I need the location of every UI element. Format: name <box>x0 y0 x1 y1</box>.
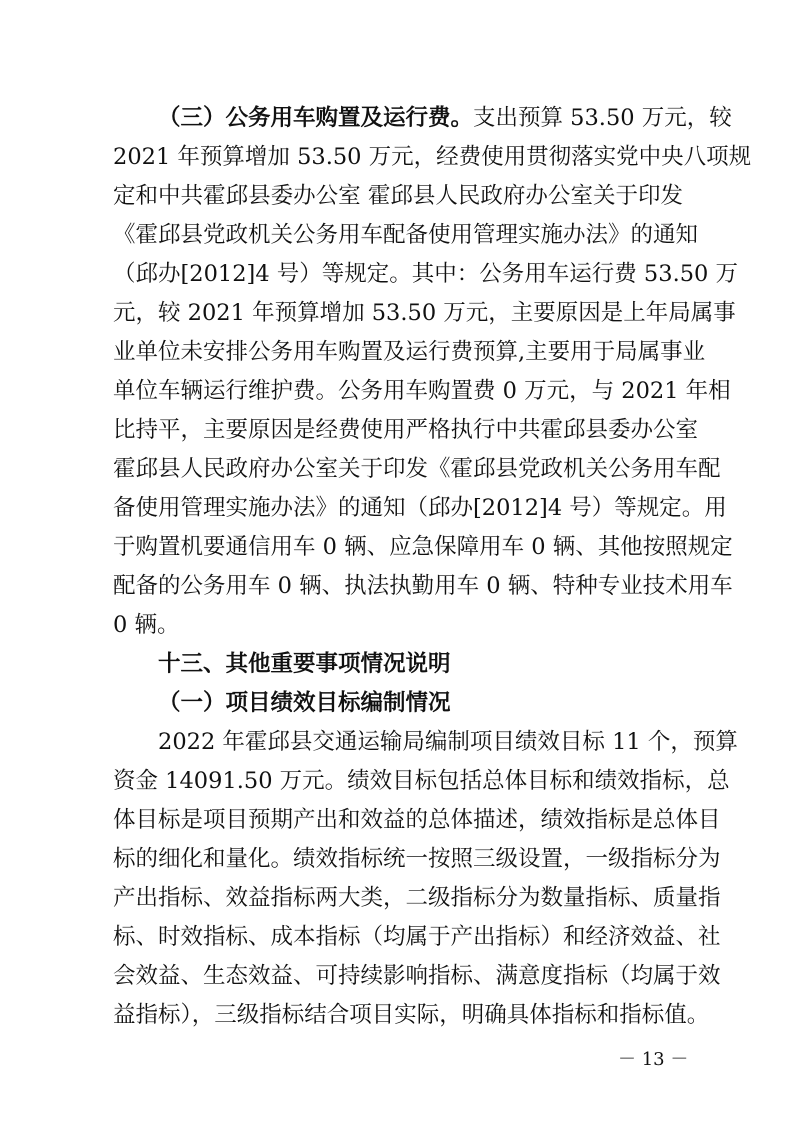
vehicle-line-5: （邱办[2012]4 号）等规定。其中：公务用车运行费 53.50 万 <box>113 261 739 287</box>
vehicle-line-8: 单位车辆运行维护费。公务用车购置费 0 万元，与 2021 年相 <box>113 378 731 404</box>
vehicle-line-text: 支出预算 53.50 万元，较 <box>473 105 732 131</box>
vehicle-section-heading: （三）公务用车购置及运行费。 <box>158 105 474 131</box>
performance-line-2: 资金 14091.50 万元。绩效目标包括总体目标和绩效指标，总 <box>113 768 730 794</box>
section-thirteen-title: 十三、其他重要事项情况说明 <box>158 651 451 677</box>
performance-line-8: 益指标），三级指标结合项目实际，明确具体指标和指标值。 <box>113 1002 710 1028</box>
performance-line-4: 标的细化和量化。绩效指标统一按照三级设置，一级指标分为 <box>113 846 721 872</box>
vehicle-line-9: 比持平，主要原因是经费使用严格执行中共霍邱县委办公室 <box>113 417 699 443</box>
vehicle-line-3: 定和中共霍邱县委办公室 霍邱县人民政府办公室关于印发 <box>113 183 683 209</box>
vehicle-line-11: 备使用管理实施办法》的通知（邱办[2012]4 号）等规定。用 <box>113 495 727 521</box>
performance-line-6: 标、时效指标、成本指标（均属于产出指标）和经济效益、社 <box>113 924 721 950</box>
page-number: － 13 － <box>618 1049 689 1070</box>
section-thirteen-subtitle: （一）项目绩效目标编制情况 <box>158 690 451 716</box>
performance-line-5: 产出指标、效益指标两大类，二级指标分为数量指标、质量指 <box>113 885 721 911</box>
vehicle-line-13: 配备的公务用车 0 辆、执法执勤用车 0 辆、特种专业技术用车 <box>113 573 733 599</box>
vehicle-line-2: 2021 年预算增加 53.50 万元，经费使用贯彻落实党中央八项规 <box>113 144 752 170</box>
vehicle-line-4: 《霍邱县党政机关公务用车配备使用管理实施办法》的通知 <box>113 222 699 248</box>
vehicle-line-10: 霍邱县人民政府办公室关于印发《霍邱县党政机关公务用车配 <box>113 456 721 482</box>
vehicle-line-7: 业单位未安排公务用车购置及运行费预算,主要用于局属事业 <box>113 339 706 365</box>
performance-line-1: 2022 年霍邱县交通运输局编制项目绩效目标 11 个，预算 <box>158 729 738 755</box>
performance-line-7: 会效益、生态效益、可持续影响指标、满意度指标（均属于效 <box>113 963 721 989</box>
vehicle-line-12: 于购置机要通信用车 0 辆、应急保障用车 0 辆、其他按照规定 <box>113 534 733 560</box>
vehicle-line-1 <box>158 103 732 133</box>
vehicle-line-6: 元，较 2021 年预算增加 53.50 万元，主要原因是上年局属事 <box>113 300 736 326</box>
performance-line-3: 体目标是项目预期产出和效益的总体描述，绩效指标是总体目 <box>113 807 721 833</box>
vehicle-line-14: 0 辆。 <box>113 612 180 638</box>
